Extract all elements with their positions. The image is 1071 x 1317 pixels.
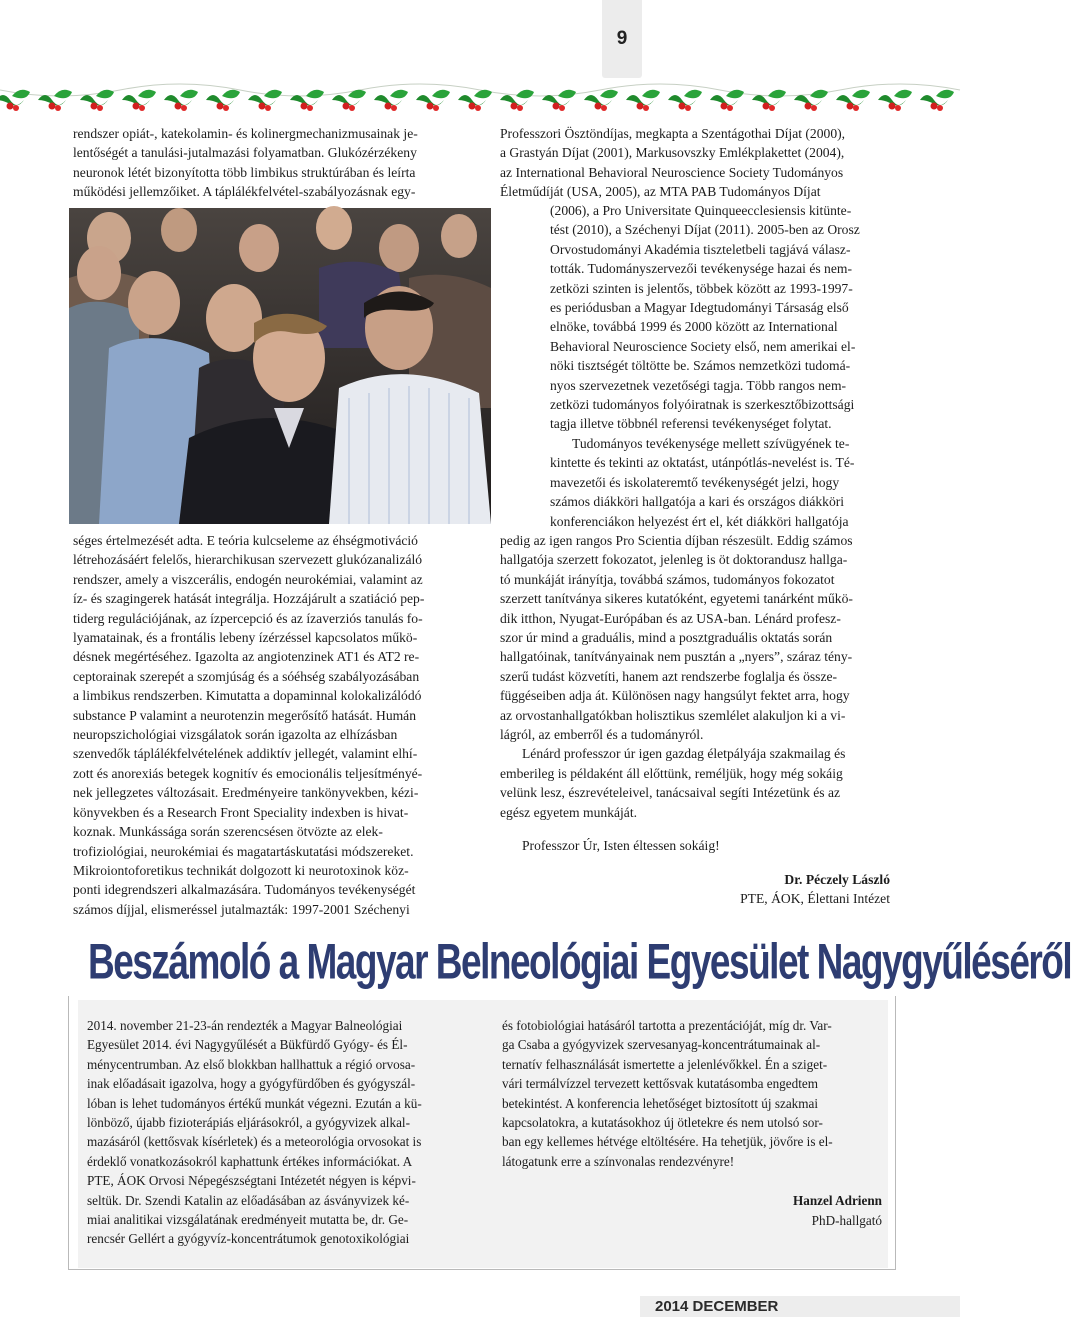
holly-garland-decoration	[0, 72, 960, 126]
text-line: vári termálvízzel tervezett kettősvak kutatásomba engedtem	[502, 1076, 818, 1092]
text-line: (2006), a Pro Universitate Quinqueecclesiensis kitünte-	[550, 203, 852, 218]
text-line: séges értelmezését adta. E teória kulcseleme az éhségmotiváció	[73, 533, 418, 548]
holly-leaf	[55, 105, 61, 111]
holly-leaf	[558, 90, 576, 99]
holly-leaf	[175, 103, 182, 110]
holly-leaf	[894, 90, 912, 99]
text-line: dik itthon, Nyugat-Európában és az USA-ban. Lénárd profesz-	[500, 610, 841, 626]
holly-leaf	[600, 90, 618, 99]
text-line: érdeklő vonatkozásokról kaphattunk értékes információkat. A	[87, 1153, 413, 1169]
holly-leaf	[517, 105, 523, 111]
holly-leaf	[474, 90, 492, 99]
holly-leaf	[96, 90, 114, 99]
text-line: tést (2010), a Széchenyi Díjat (2011). 2005-ben az Orosz	[550, 222, 860, 238]
text-line: ternatív felhasználását ismertette a jelenlévőkkel. Én a sziget-	[502, 1056, 828, 1072]
holly-leaf	[853, 105, 859, 111]
holly-leaf	[343, 103, 350, 110]
text-line: függéseiben adja át. Különösen nagy hangsúlyt fektet arra, hogy	[500, 688, 850, 704]
holly-leaf	[390, 90, 408, 99]
holly-leaf	[301, 103, 308, 110]
text-line: emberileg is példaként áll előttünk, reméljük, hogy még sokáig	[500, 765, 843, 781]
text-line: a Grastyán Díjat (2001), Markusovszky Emlékplakettet (2004),	[500, 145, 845, 161]
text-line: ménycentrumban. Az első blokkban hallhattuk a régió orvosa-	[87, 1056, 416, 1072]
text-line: Professzori Ösztöndíjas, megkapta a Szentágothai Díjat (2000),	[500, 126, 846, 141]
text-line: látogatunk erre a színvonalas rendezvényre!	[502, 1153, 735, 1169]
holly-leaf	[433, 105, 439, 111]
text-line: zetközi szinten is jelentős, többek között az 1993-1997-	[550, 280, 853, 296]
holly-leaf	[469, 103, 476, 110]
holly-leaf	[763, 103, 770, 110]
text-line: tották. Tudományszervezői tevékenysége hazai és nem-	[550, 261, 852, 277]
holly-leaf	[595, 103, 602, 110]
text-line: Mikroiontoforetikus technikát dolgozott ki neurotoxinok köz-	[73, 862, 409, 878]
text-line: mazásáról (kettősvak kísérletek) és a meteorológia orvosokat is	[87, 1134, 422, 1150]
report-title: Beszámoló a Magyar Belneológiai Egyesület Nagygyűléséről	[88, 934, 1071, 990]
holly-leaf	[889, 103, 896, 110]
text-line: egész egyetem munkáját.	[500, 804, 638, 820]
audience-photo	[69, 208, 491, 524]
holly-leaf	[721, 103, 728, 110]
text-line: nyos szervezetnek vezetőségi tagja. Több rangos nem-	[550, 377, 847, 393]
text-line: létrehozásáért felelős, hierarchikusan szervezett glukózanalizáló	[73, 552, 423, 568]
text-line: hallgatója szerzett fokozatot, jelenleg is öt doktorandusz hallga-	[500, 552, 848, 568]
holly-leaf	[217, 103, 224, 110]
holly-leaf	[847, 103, 854, 110]
holly-leaf	[265, 105, 271, 111]
holly-leaf	[805, 103, 812, 110]
right-column-bottom-text	[500, 531, 890, 908]
text-line: substance P valamint a neurotenzin megerősítő hatását. Humán	[73, 707, 417, 723]
text-line: PTE, ÁOK Orvosi Népegészségtani Intézetét négyen is képvi-	[87, 1173, 416, 1189]
holly-leaf	[642, 90, 660, 99]
text-line: seltük. Dr. Szendi Katalin az előadásában az ásványvizek ké-	[87, 1192, 410, 1208]
text-line: az International Behavioral Neuroscience Society Tudományos	[500, 164, 844, 180]
holly-leaf	[601, 105, 607, 111]
holly-leaf	[810, 90, 828, 99]
holly-leaf	[516, 90, 534, 99]
text-line: Tudományos tevékenysége mellett szívügyének te-	[572, 435, 850, 451]
text-line: konferenciákon helyezést ért el, két diákköri hallgatója	[550, 513, 849, 529]
text-line: működési jellemzőiket. A táplálékfelvétel-szabályozásnak egy-	[73, 184, 416, 200]
text-line: szerzett tanítványa sikeres kutatóként, egyetemi tanárként műkö-	[500, 591, 853, 607]
text-line: számos díjjal, elismeréssel jutalmazták: 1997-2001 Széchenyi	[73, 901, 410, 917]
holly-leaf	[553, 103, 560, 110]
holly-leaf	[97, 105, 103, 111]
text-line: neuronok létét bizonyította több limbikus struktúrában és leírta	[73, 164, 416, 180]
text-line: Orvostudományi Akadémia tiszteletbeli tagjává válasz-	[550, 241, 851, 257]
report-right-column	[502, 1016, 882, 1230]
holly-leaf	[475, 105, 481, 111]
holly-leaf	[385, 103, 392, 110]
text-line: velünk lesz, észrevételeivel, tanácsaival segíti Intézetünk és az	[500, 785, 841, 801]
text-line: elnöke, továbbá 1999 és 2000 között az International	[550, 319, 838, 335]
text-line: nek jellegzetes változásait. Eredményeire tankönyvekben, kézi-	[73, 785, 419, 801]
text-line: tagja illetve többnél referensi tevékenységet folytat.	[550, 416, 832, 432]
text-line: szerű tudást közvetíti, hanem azt rendszerbe foglalja és össze-	[500, 668, 838, 684]
right-column-top-text	[500, 124, 890, 202]
right-column-narrow-text	[550, 201, 890, 531]
left-column-top-text	[73, 124, 467, 202]
text-line: lönböző, újabb fizioterápiás eljárásokról, a gyógyvizek alkal-	[87, 1115, 410, 1131]
holly-leaf	[133, 103, 140, 110]
holly-leaf	[726, 90, 744, 99]
text-line: zetközi tudományos folyóiratnak is szerkesztőbizottsági	[550, 397, 855, 413]
holly-leaf	[895, 105, 901, 111]
author-affiliation: PTE, ÁOK, Élettani Intézet	[740, 890, 890, 906]
holly-leaf	[511, 103, 518, 110]
text-line: és fotobiológiai hatásáról tartotta a prezentációját, míg dr. Var-	[502, 1018, 832, 1033]
holly-leaf	[931, 103, 938, 110]
text-line: tiderg regulációjának, az ízpercepció és az ízaverziós tanulás fo-	[73, 610, 423, 626]
holly-leaf	[769, 105, 775, 111]
left-column-bottom-text	[73, 531, 467, 919]
text-line: lóban is lehet tudományos értékű munkát végezni. Ezután a kü-	[87, 1095, 422, 1111]
report-author-affiliation: PhD-hallgató	[811, 1212, 882, 1228]
text-line: zott és anorexiás betegek kognitív és emocionális teljesítményé-	[73, 765, 423, 781]
holly-leaf	[679, 103, 686, 110]
holly-leaf	[54, 90, 72, 99]
holly-leaf	[811, 105, 817, 111]
holly-leaf	[12, 90, 30, 99]
holly-leaf	[138, 90, 156, 99]
holly-leaf	[349, 105, 355, 111]
holly-leaf	[264, 90, 282, 99]
text-line: désnek megértéséhez. Igazolta az angiotenzinek AT1 és AT2 re-	[73, 649, 420, 665]
text-line: lentőségét a tanulási-jutalmazási folyamatban. Glukózérzékeny	[73, 145, 417, 161]
holly-leaf	[259, 103, 266, 110]
text-line: lyamatainak, és a frontális lebeny ízérzéssel kapcsolatos műkö-	[73, 630, 418, 646]
text-line: Életműdíját (USA, 2005), az MTA PAB Tudományos Díjat	[500, 184, 821, 200]
text-line: ceptorainak szerepét a szomjúság és a sóéhség szabályozásában	[73, 668, 420, 684]
holly-leaf	[936, 90, 954, 99]
holly-leaf	[7, 103, 14, 110]
text-line: nöki tisztségét töltötte be. Számos nemzetközi tudomá-	[550, 358, 851, 374]
text-line: pedig az igen rangos Pro Scientia díjban részesült. Eddig számos	[500, 533, 853, 548]
text-line: ban egy kellemes hétvége eltöltésére. Ha tehetjük, jövőre is el-	[502, 1134, 833, 1150]
holly-leaf	[306, 90, 324, 99]
holly-leaf	[91, 103, 98, 110]
text-line: Lénárd professzor úr igen gazdag életpályája szakmailag és	[522, 746, 846, 762]
text-line: számos diákköri hallgatója a kari és országos diákköri	[550, 494, 845, 510]
holly-leaf	[684, 90, 702, 99]
report-left-column	[87, 1016, 465, 1249]
text-line: szenvedők táplálékfelvételének addiktív jellegét, valamint elhí-	[73, 746, 418, 762]
holly-leaf	[139, 105, 145, 111]
text-line: Behavioral Neuroscience Society első, nem amerikai el-	[550, 338, 856, 354]
holly-leaf	[637, 103, 644, 110]
text-line: kintette és tekinti az oktatást, utánpótlás-nevelést is. Té-	[550, 455, 855, 471]
closing-wish: Professzor Úr, Isten éltessen sokáig!	[522, 838, 720, 854]
text-line: 2014. november 21-23-án rendezték a Magyar Balneológiai	[87, 1018, 403, 1033]
holly-leaf	[727, 105, 733, 111]
holly-leaf	[223, 105, 229, 111]
holly-leaf	[685, 105, 691, 111]
text-line: rendszer, amely a viszcerális, endogén neurokémiai, valamint az	[73, 571, 423, 587]
text-line: es periódusban a Magyar Idegtudományi Társaság első	[550, 300, 849, 316]
holly-leaf	[348, 90, 366, 99]
holly-leaf	[852, 90, 870, 99]
text-line: betekintést. A konferencia lehetőséget biztosított új szakmai	[502, 1095, 819, 1111]
text-line: kapcsolatokra, a kutatásokhoz új ötletekre és nem utolsó sor-	[502, 1115, 823, 1131]
report-title-band	[68, 928, 1071, 996]
holly-leaf	[427, 103, 434, 110]
holly-leaf	[559, 105, 565, 111]
holly-leaf	[937, 105, 943, 111]
holly-leaf	[432, 90, 450, 99]
text-line: trofiziológiai, neurokémiai és magatartáskutatási módszereket.	[73, 843, 414, 859]
holly-leaf	[49, 103, 56, 110]
holly-leaf	[768, 90, 786, 99]
page-number: 9	[602, 0, 642, 78]
holly-leaf	[391, 105, 397, 111]
holly-leaf	[180, 90, 198, 99]
holly-leaf	[643, 105, 649, 111]
text-line: Egyesület 2014. évi Nagygyűlését a Bükfürdő Gyógy- és Él-	[87, 1037, 408, 1053]
holly-leaf	[222, 90, 240, 99]
text-line: koznak. Munkássága során szerencsésen ötvözte az elek-	[73, 824, 383, 840]
text-line: szor úr mind a graduális, mind a posztgraduális oktatás során	[500, 630, 833, 646]
holly-leaf	[307, 105, 313, 111]
holly-leaf	[181, 105, 187, 111]
issue-date: 2014 DECEMBER	[655, 1298, 779, 1315]
text-line: a limbikus rendszerben. Kimutatta a dopaminnal kolokalizálódó	[73, 688, 422, 704]
text-line: hallgatóinak, tanítványainak nem pusztán a „nyers”, száraz tény-	[500, 649, 853, 665]
text-line: neuropszichológiai vizsgálatok során igazolta az elhízásban	[73, 727, 398, 743]
text-line: ponti idegrendszeri alkalmazására. Tudományos tevékenységét	[73, 882, 416, 898]
text-line: ga Csaba a gyógyvizek szervesanyag-koncentrátumainak al-	[502, 1037, 821, 1053]
report-author-name: Hanzel Adrienn	[792, 1193, 882, 1209]
text-line: mavezetői és iskolateremtő tevékenységét jelzi, hogy	[550, 474, 840, 490]
text-line: az orvostanhallgatókban holisztikus szemlélet alakuljon ki a vi-	[500, 707, 846, 723]
holly-leaf	[13, 105, 19, 111]
text-line: rendszer opiát-, katekolamin- és kolinergmechanizmusainak je-	[73, 126, 418, 141]
text-line: íz- és szagingerek hatását integrálja. Hozzájárult a szatiáció pep-	[73, 591, 425, 607]
text-line: lágról, az emberről és a tudományról.	[500, 727, 704, 743]
text-line: könyvekben és a Research Front Speciality indexben is hivat-	[73, 804, 409, 820]
text-line: rencsér Gellért a gyógyvíz-koncentrátumok genotoxikológiai	[87, 1231, 410, 1247]
author-name: Dr. Péczely László	[784, 871, 890, 887]
text-line: miai analitikai vizsgálatának eredményeit mutatta be, dr. Ge-	[87, 1212, 409, 1228]
text-line: inak előadásait igazolva, hogy a gyógyfürdőben és gyógyszál-	[87, 1076, 416, 1092]
text-line: tó munkáját irányítja, továbbá számos, tudományos fokozatot	[500, 571, 835, 587]
